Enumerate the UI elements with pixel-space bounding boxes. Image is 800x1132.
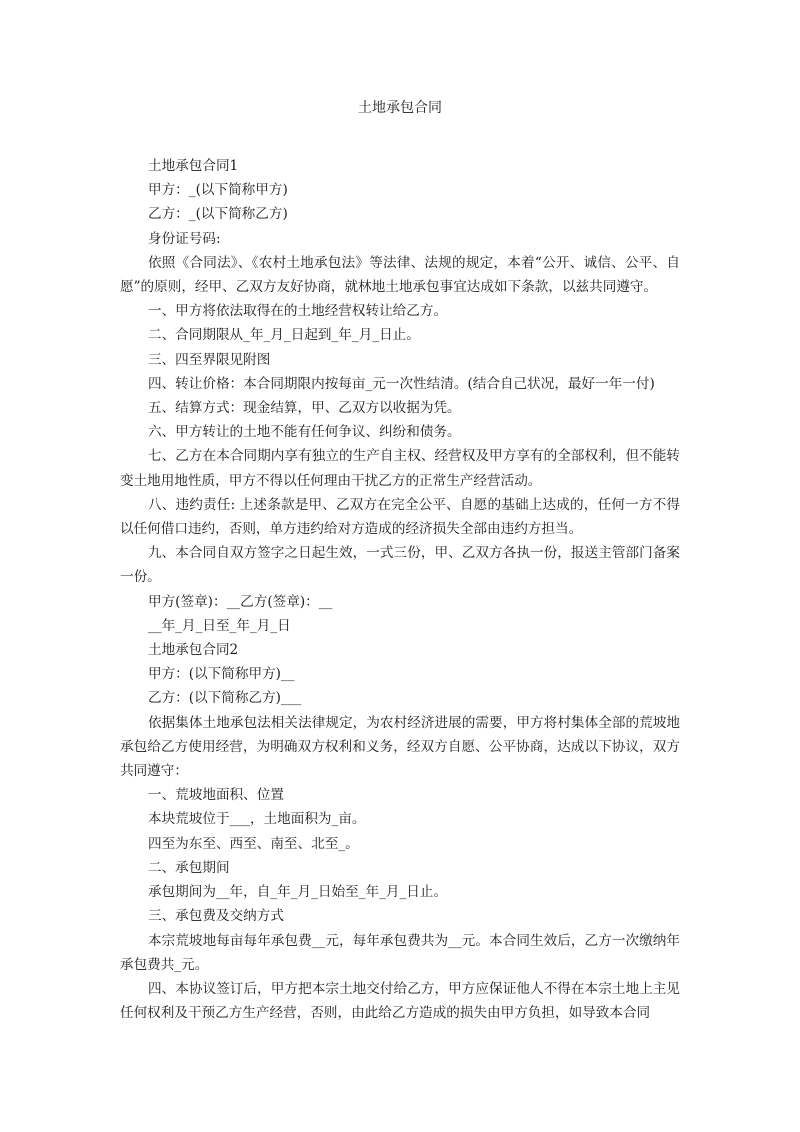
- boundaries-line: 四至为东至、西至、南至、北至_。: [148, 835, 359, 852]
- preamble-paragraph: 依照《合同法》、《农村土地承包法》等法律、法规的规定，本着“公开、诚信、公平、自愿”的原则，经甲、乙双方友好协商，就林地土地承包事宜达成如下条款，以兹共同遵守。: [120, 254, 680, 296]
- signature-line: 甲方(签章)：__乙方(签章)：__: [148, 593, 333, 610]
- section-2-heading: 二、承包期间: [148, 859, 230, 876]
- term-line: 承包期间为__年，自_年_月_日始至_年_月_日止。: [148, 884, 448, 901]
- document-body: [120, 154, 680, 1025]
- party-b-line-2: 乙方：(以下简称乙方)___: [148, 690, 302, 707]
- party-a-line-2: 甲方：(以下简称甲方)__: [148, 666, 295, 683]
- party-b-line: 乙方：_(以下简称乙方): [148, 206, 288, 223]
- section-3-heading: 三、承包费及交纳方式: [148, 908, 284, 925]
- clause-6: 六、甲方转让的土地不能有任何争议、纠纷和债务。: [148, 424, 461, 441]
- section-4-paragraph: 四、本协议签订后，甲方把本宗土地交付给乙方，甲方应保证他人不得在本宗土地上主见任何权利及干预乙方生产经营，否则，由此给乙方造成的损失由甲方负担，如导致本合同: [120, 980, 680, 1022]
- clause-7: 七、乙方在本合同期内享有独立的生产自主权、经营权及甲方享有的全部权利，但不能转变土地用地性质，甲方不得以任何理由干扰乙方的正常生产经营活动。: [120, 448, 680, 489]
- party-a-line: 甲方：_(以下简称甲方): [148, 182, 288, 199]
- contract-1-heading: 土地承包合同1: [148, 158, 239, 174]
- clause-3: 三、四至界限见附图: [148, 351, 271, 368]
- clause-9: 九、本合同自双方签字之日起生效，一式三份，甲、乙双方各执一份，报送主管部门备案一份。: [120, 545, 680, 586]
- clause-1: 一、甲方将依法取得在的土地经营权转让给乙方。: [148, 303, 448, 320]
- clause-4: 四、转让价格：本合同期限内按每亩_元一次性结清。(结合自己状况，最好一年一付): [148, 375, 655, 392]
- preamble-paragraph-2: 依据集体土地承包法相关法律规定，为农村经济进展的需要，甲方将村集体全部的荒坡地承包给乙方使用经营，为明确双方权利和义务，经双方自愿、公平协商，达成以下协议，双方共同遵守：: [120, 714, 680, 780]
- section-1-heading: 一、荒坡地面积、位置: [148, 787, 284, 804]
- contract-2-heading: 土地承包合同2: [148, 642, 239, 659]
- clause-2: 二、合同期限从_年_月_日起到_年_月_日止。: [148, 327, 420, 344]
- clause-5: 五、结算方式：现金结算，甲、乙双方以收据为凭。: [148, 400, 461, 417]
- land-location-line: 本块荒坡位于___，土地面积为_亩。: [148, 811, 366, 828]
- document-title: 土地承包合同: [358, 100, 442, 116]
- clause-8: 八、违约责任: 上述条款是甲、乙双方在完全公平、自愿的基础上达成的，任何一方不得以任何借口违约，否则，单方违约给对方造成的经济损失全部由违约方担当。: [120, 496, 680, 538]
- date-line: __年_月_日至_年_月_日: [148, 617, 291, 634]
- id-number-line: 身份证号码:: [148, 230, 221, 247]
- fee-paragraph: 本宗荒坡地每亩每年承包费__元，每年承包费共为__元。本合同生效后，乙方一次缴纳年承包费共_元。: [120, 932, 680, 973]
